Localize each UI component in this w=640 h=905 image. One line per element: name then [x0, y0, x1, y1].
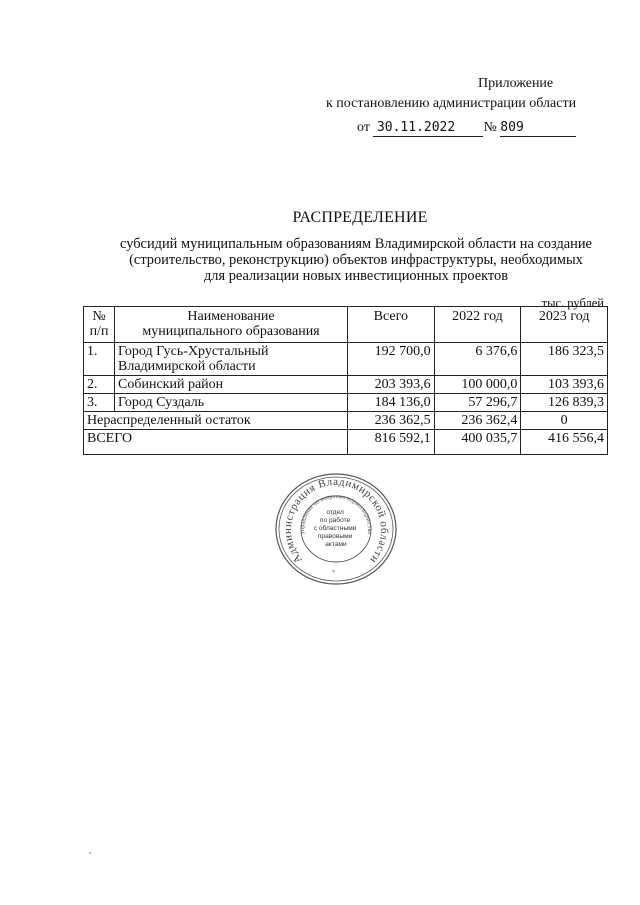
row-2022: 6 376,6: [434, 343, 521, 376]
header-total: Всего: [348, 307, 435, 343]
unallocated-2023: 0: [521, 412, 608, 430]
row-2023: 186 323,5: [521, 343, 608, 376]
subtitle-line: субсидий муниципальным образованиям Владимирской области на создание: [120, 236, 592, 252]
svg-text:Администрация Владимирской обл: Администрация Владимирской области: [281, 475, 391, 566]
row-2023: 103 393,6: [521, 376, 608, 394]
svg-text:отдел по работе с: отдел по работе с областными правовыми актами: [313, 509, 357, 548]
unallocated-total: 236 362,5: [348, 412, 435, 430]
row-total: 192 700,0: [348, 343, 435, 376]
grand-total-label: ВСЕГО: [84, 430, 348, 455]
grand-total-row: [84, 430, 608, 455]
grand-total-2022: 400 035,7: [434, 430, 521, 455]
document-subtitle: [96, 236, 616, 284]
document-title: РАСПРЕДЕЛЕНИЕ: [292, 209, 428, 226]
row-total: 203 393,6: [348, 376, 435, 394]
stamp-seal-icon: [273, 470, 399, 588]
svg-text:управление по вопросам нормотв: управление по вопросам нормотворчества: [299, 493, 373, 535]
date-prefix: от: [357, 120, 370, 135]
header-2023: 2023 год: [521, 307, 608, 343]
scan-speck: [89, 852, 91, 854]
official-stamp: [273, 470, 399, 588]
unallocated-2022: 236 362,4: [434, 412, 521, 430]
row-name: Собинский район: [115, 376, 348, 394]
row-num: 2.: [84, 376, 115, 394]
appendix-label: Приложение: [478, 76, 554, 91]
row-2022: 100 000,0: [434, 376, 521, 394]
grand-total-total: 816 592,1: [348, 430, 435, 455]
grand-total-2023: 416 556,4: [521, 430, 608, 455]
row-2023: 126 839,3: [521, 394, 608, 412]
row-name: Город Гусь-Хрустальный Владимирской области: [115, 343, 348, 376]
table-header-row: [84, 307, 608, 343]
subtitle-line: (строительство, реконструкцию) объектов инфраструктуры, необходимых: [129, 252, 583, 268]
table-row: [84, 376, 608, 394]
unallocated-row: [84, 412, 608, 430]
number-prefix: №: [483, 120, 497, 135]
row-2022: 57 296,7: [434, 394, 521, 412]
subtitle-line: для реализации новых инвестиционных проектов: [203, 268, 509, 284]
table-row: [84, 394, 608, 412]
row-num: 3.: [84, 394, 115, 412]
resolution-date: 30.11.2022: [373, 120, 483, 137]
header-2022: 2022 год: [434, 307, 521, 343]
distribution-table: [83, 306, 608, 455]
row-num: 1.: [84, 343, 115, 376]
appendix-header: [0, 0, 640, 160]
unallocated-label: Нераспределенный остаток: [84, 412, 348, 430]
resolution-number: 809: [500, 120, 576, 137]
appendix-reference: к постановлению администрации области: [326, 96, 577, 111]
header-name: Наименование муниципального образования: [115, 307, 348, 343]
units-label: тыс. рублей: [541, 296, 604, 310]
appendix-date-number: [357, 120, 576, 137]
svg-text:*: *: [332, 570, 335, 576]
header-num: № п/п: [84, 307, 115, 343]
table-row: [84, 343, 608, 376]
row-name: Город Суздаль: [115, 394, 348, 412]
row-total: 184 136,0: [348, 394, 435, 412]
